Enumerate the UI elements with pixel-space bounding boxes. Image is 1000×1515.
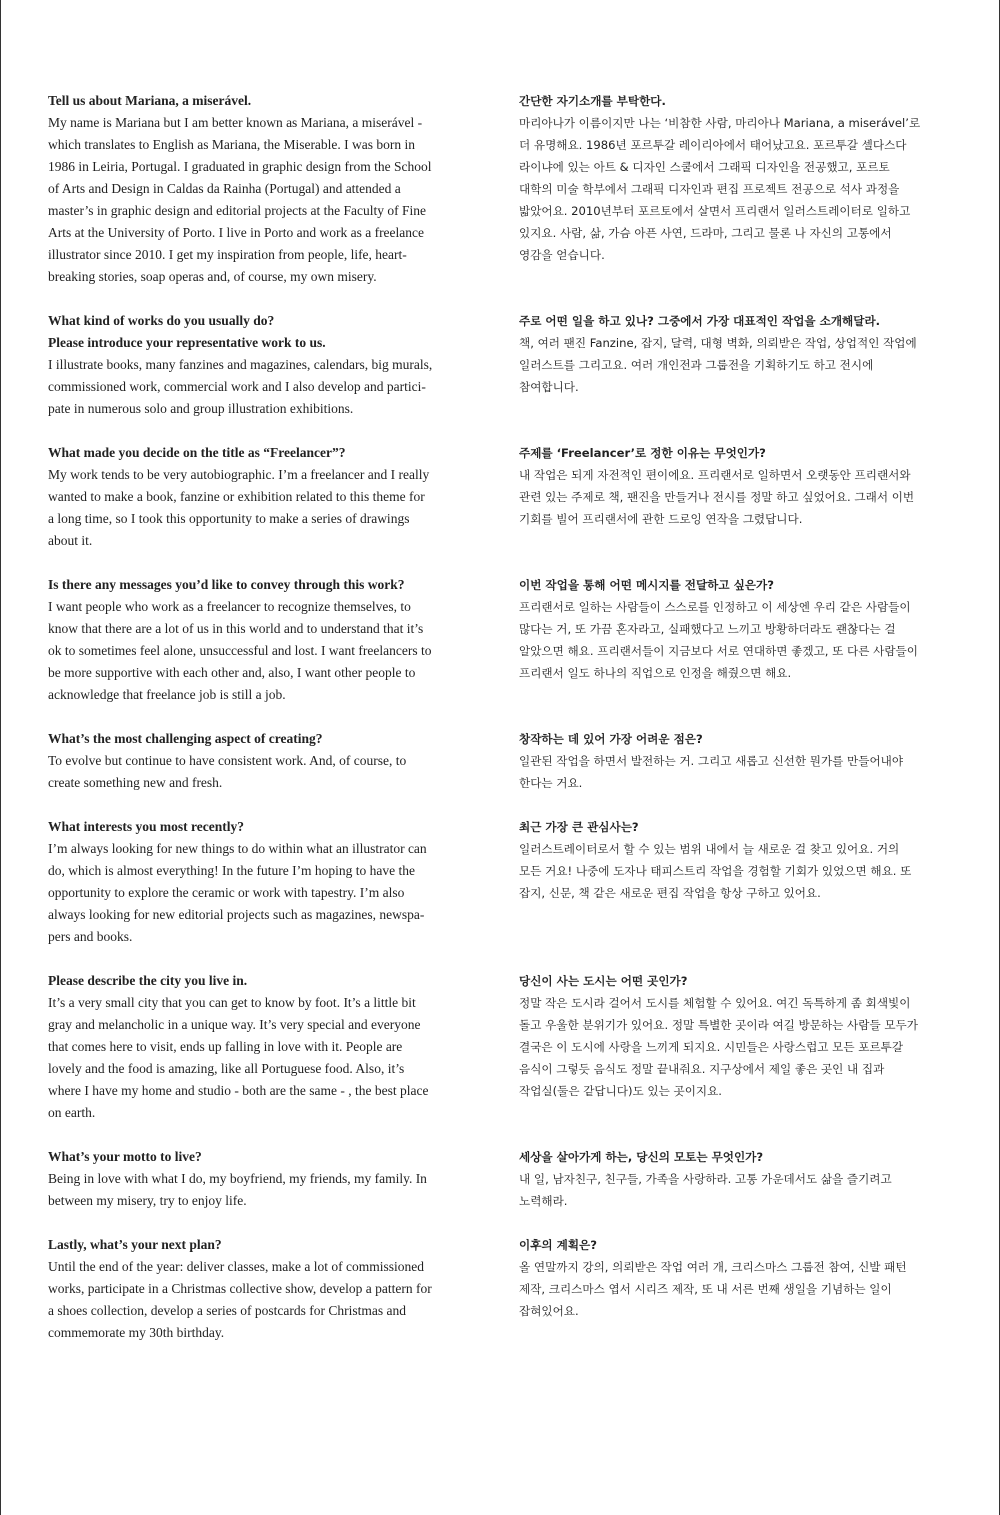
question-text: 주제를 ‘Freelancer’로 정한 이유는 무엇인가?: [519, 446, 766, 460]
answer-text: 책, 여러 팬진 Fanzine, 잡지, 달력, 대형 벽화, 의뢰받은 작업, 상업적인 작업에 일러스트를 그리고요. 여러 개인전과 그룹전을 기획하기도 하고 전시에 참여합니다.: [519, 336, 917, 394]
question-text: 이후의 계획은?: [519, 1238, 597, 1252]
question-text: What kind of works do you usually do? Please introduce your representative work to us.: [48, 313, 326, 350]
answer-text: 프리랜서로 일하는 사람들이 스스로를 인정하고 이 세상엔 우리 같은 사람들이 많다는 거, 또 가끔 혼자라고, 실패했다고 느끼고 방황하더라도 괜찮다는 걸 알았으면 해요. 프리랜서들이 지금보다 서로 연대하면 좋겠고, 또 다른 사람들이 프리랜서 일도 하나의 직업으로 인정을 해줬으면 해요.: [519, 600, 918, 680]
qa-block-en-7: [48, 970, 488, 1124]
answer-text: 마리아나가 이름이지만 나는 ‘비참한 사람, 마리아나 Mariana, a miserável’로 더 유명해요. 1986년 포르투갈 레이리아에서 태어났고요. 포르투갈 셀다스다 라이냐에 있는 아트 & 디자인 스쿨에서 그래픽 디자인을 전공했고, 포르토 대학의 미술 학부에서 그래픽 디자인과 편집 프로젝트 전공으로 석사 과정을 밟았어요. 2010년부터 포르토에서 살면서 프리랜서 일러스트레이터로 일하고 있지요. 사람, 삶, 가슴 아픈 사연, 드라마, 그리고 물론 나 자신의 고통에서 영감을 얻습니다.: [519, 116, 921, 262]
question-text: 간단한 자기소개를 부탁한다.: [519, 94, 666, 108]
korean-column: [519, 90, 959, 1350]
qa-block-en-4: [48, 574, 488, 706]
question-text: Is there any messages you’d like to convey through this work?: [48, 577, 405, 592]
qa-block-en-3: [48, 442, 488, 552]
question-text: 당신이 사는 도시는 어떤 곳인가?: [519, 974, 688, 988]
question-text: 주로 어떤 일을 하고 있나? 그중에서 가장 대표적인 작업을 소개해달라.: [519, 314, 881, 328]
question-text: 세상을 살아가게 하는, 당신의 모토는 무엇인가?: [519, 1150, 764, 1164]
answer-text: I want people who work as a freelancer to recognize themselves, to know that there are a lot of us in this world and to understand that it’s ok to sometimes feel alone, unsuccessful and lost. I want freelancers to be more supportive with each other and, also, I want other people to acknowledge that freelance job is still a job.: [48, 599, 432, 702]
qa-block-en-8: [48, 1146, 488, 1212]
qa-block-en-6: [48, 816, 488, 948]
answer-text: It’s a very small city that you can get to know by foot. It’s a little bit gray and melancholic in a unique way. It’s very special and everyone that comes here to visit, ends up falling in love with it. People are lovely and the food is amazing, like all Portuguese food. Also, it’s where I have my home and studio - both are the same - , the best place on earth.: [48, 995, 429, 1120]
qa-block-en-2: [48, 310, 488, 420]
answer-text: 일관된 작업을 하면서 발전하는 거. 그리고 새롭고 신선한 뭔가를 만들어내야 한다는 거요.: [519, 754, 904, 790]
qa-block-ko-3: [519, 442, 959, 530]
answer-text: I’m always looking for new things to do within what an illustrator can do, which is almost everything! In the future I’m hoping to have the opportunity to explore the ceramic or work with tapestry. I’m also always looking for new editorial projects such as magazines, newspa- pers and books.: [48, 841, 427, 944]
answer-text: 일러스트레이터로서 할 수 있는 범위 내에서 늘 새로운 걸 찾고 있어요. 거의 모든 거요! 나중에 도자나 태피스트리 작업을 경험할 기회가 있었으면 해요. 또 잡지, 신문, 책 같은 새로운 편집 작업을 항상 구하고 있어요.: [519, 842, 912, 900]
answer-text: I illustrate books, many fanzines and magazines, calendars, big murals, commissioned work, commercial work and I also develop and partici- pate in numerous solo and group illustration exhibitions.: [48, 357, 433, 416]
answer-text: 내 일, 남자친구, 친구들, 가족을 사랑하라. 고통 가운데서도 삶을 즐기려고 노력해라.: [519, 1172, 892, 1208]
question-text: What made you decide on the title as “Freelancer”?: [48, 445, 346, 460]
question-text: 이번 작업을 통해 어떤 메시지를 전달하고 싶은가?: [519, 578, 774, 592]
answer-text: My work tends to be very autobiographic. I’m a freelancer and I really wanted to make a book, fanzine or exhibition related to this theme for a long time, so I took this opportunity to make a series of drawings about it.: [48, 467, 430, 548]
question-text: Please describe the city you live in.: [48, 973, 248, 988]
qa-block-ko-4: [519, 574, 959, 684]
answer-text: To evolve but continue to have consistent work. And, of course, to create something new and fresh.: [48, 753, 407, 790]
question-text: 최근 가장 큰 관심사는?: [519, 820, 639, 834]
answer-text: 내 작업은 되게 자전적인 편이에요. 프리랜서로 일하면서 오랫동안 프리랜서와 관련 있는 주제로 책, 팬진을 만들거나 전시를 정말 하고 싶었어요. 그래서 이번 기회를 빌어 프리랜서에 관한 드로잉 연작을 그렸답니다.: [519, 468, 915, 526]
question-text: Lastly, what’s your next plan?: [48, 1237, 222, 1252]
qa-block-ko-1: [519, 90, 959, 266]
question-text: Tell us about Mariana, a miserável.: [48, 93, 252, 108]
answer-text: 올 연말까지 강의, 의뢰받은 작업 여러 개, 크리스마스 그룹전 참여, 신발 패턴 제작, 크리스마스 엽서 시리즈 제작, 또 내 서른 번째 생일을 기념하는 일이 잡혀있어요.: [519, 1260, 907, 1318]
question-text: What interests you most recently?: [48, 819, 244, 834]
question-text: What’s the most challenging aspect of creating?: [48, 731, 323, 746]
answer-text: Until the end of the year: deliver classes, make a lot of commissioned works, participate in a Christmas collective show, develop a pattern for a shoes collection, develop a series of postcards for Christmas and commemorate my 30th birthday.: [48, 1259, 432, 1340]
question-text: What’s your motto to live?: [48, 1149, 202, 1164]
qa-block-en-1: [48, 90, 488, 288]
question-text: 창작하는 데 있어 가장 어려운 점은?: [519, 732, 703, 746]
answer-text: Being in love with what I do, my boyfriend, my friends, my family. In between my misery, try to enjoy life.: [48, 1171, 427, 1208]
qa-block-ko-9: [519, 1234, 959, 1322]
answer-text: My name is Mariana but I am better known as Mariana, a miserável - which translates to English as Mariana, the Miserable. I was born in 1986 in Leiria, Portugal. I graduated in graphic design from the School of Arts and Design in Caldas da Rainha (Portugal) and attended a master’s in graphic design and editorial projects at the Faculty of Fine Arts at the University of Porto. I live in Porto and work as a freelance illustrator since 2010. I get my inspiration from people, life, heart- breaking stories, soap operas and, of course, my own misery.: [48, 115, 432, 284]
qa-block-ko-2: [519, 310, 959, 398]
english-column: [48, 90, 488, 1350]
qa-block-ko-8: [519, 1146, 959, 1212]
answer-text: 정말 작은 도시라 걸어서 도시를 체험할 수 있어요. 여긴 독특하게 좀 회색빛이 돌고 우울한 분위기가 있어요. 정말 특별한 곳이라 여길 방문하는 사람들 모두가 결국은 이 도시에 사랑을 느끼게 되지요. 시민들은 사랑스럽고 모든 포르투갈 음식이 그렇듯 음식도 정말 끝내줘요. 지구상에서 제일 좋은 곳인 내 집과 작업실(둘은 같답니다)도 있는 곳이지요.: [519, 996, 918, 1098]
qa-block-en-9: [48, 1234, 488, 1344]
qa-block-ko-7: [519, 970, 959, 1102]
qa-block-en-5: [48, 728, 488, 794]
qa-block-ko-6: [519, 816, 959, 904]
qa-block-ko-5: [519, 728, 959, 794]
